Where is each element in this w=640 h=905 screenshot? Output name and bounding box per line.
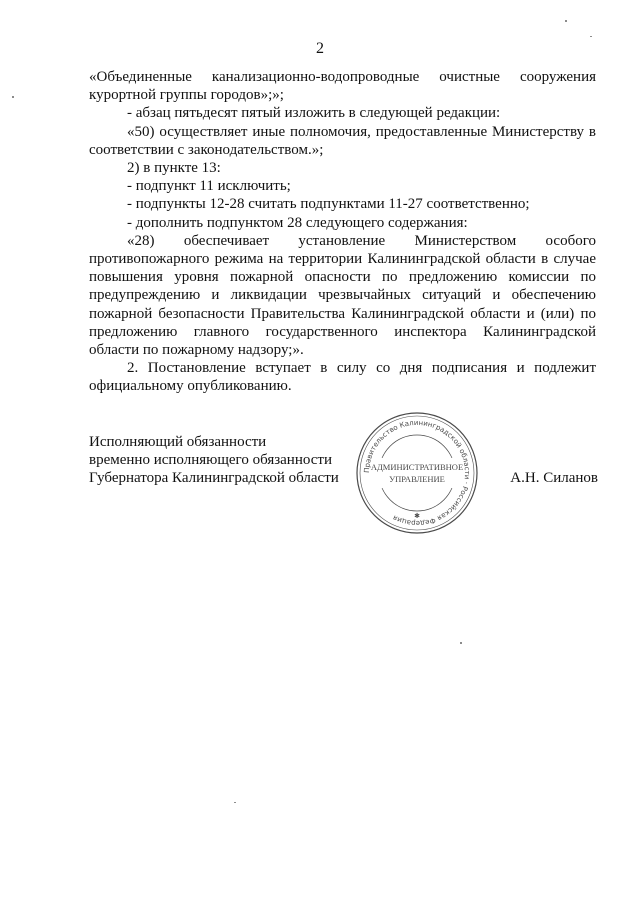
signatory-position-line: временно исполняющего обязанности [89,452,332,468]
paragraph: «28) обеспечивает установление Министерством особого противопожарного режима на территории Калининградской области в случае повышения уровня пожарной опасности по предложению комиссии по предупреждению и ликвидации чрезвычайных ситуаций и обеспечению пожарной безопасности Правительства Калининградской области и (или) по предложению главного государственного инспектора Калининградской области по пожарному надзору;». [89,232,596,359]
svg-text:АДМИНИСТРАТИВНОЕ: АДМИНИСТРАТИВНОЕ [370,462,464,472]
paragraph: - подпункт 11 исключить; [127,178,291,195]
official-seal-stamp [354,410,480,536]
paragraph: - подпункты 12-28 считать подпунктами 11-27 соответственно; [127,196,530,213]
svg-text:✱: ✱ [414,512,420,520]
scan-speck [234,802,236,803]
scan-speck [12,96,14,98]
svg-text:Правительство Калининградской: Правительство Калининградской области · Российская Федерация [362,418,472,528]
page-number: 2 [316,40,324,57]
signatory-name: А.Н. Силанов [510,470,598,486]
paragraph: 2. Постановление вступает в силу со дня подписания и подлежит официальному опубликованию. [89,360,596,395]
svg-text:УПРАВЛЕНИЕ: УПРАВЛЕНИЕ [389,474,445,484]
signatory-position [89,433,359,487]
scan-speck [590,36,592,37]
document-body [89,68,596,396]
paragraph: - дополнить подпунктом 28 следующего содержания: [127,214,468,231]
paragraph: «Объединенные канализационно-водопроводные очистные сооружения курортной группы городов»;»; [89,69,596,104]
scan-speck [460,642,462,644]
signatory-position-line: Исполняющий обязанности [89,434,267,450]
paragraph: - абзац пятьдесят пятый изложить в следующей редакции: [127,105,501,122]
scan-speck [565,20,567,22]
signatory-position-line: Губернатора Калининградской области [89,470,339,486]
paragraph: 2) в пункте 13: [127,160,221,177]
seal-image [354,410,480,536]
paragraph: «50) осуществляет иные полномочия, предоставленные Министерству в соответствии с законодательством.»; [89,123,596,158]
